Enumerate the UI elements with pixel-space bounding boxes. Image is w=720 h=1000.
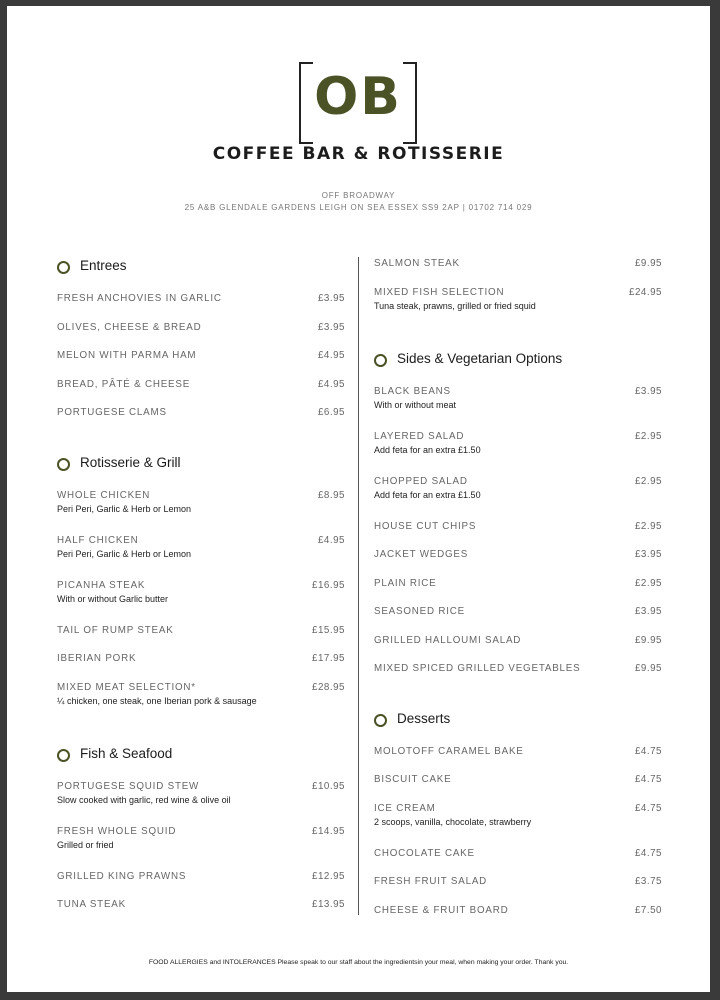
menu-item-name: MIXED FISH SELECTION [374,286,505,298]
menu-item-name: MOLOTOFF CARAMEL BAKE [374,745,524,757]
menu-item [57,407,345,436]
menu-item-price: £3.95 [634,385,662,397]
menu-item-price: £24.95 [629,286,662,298]
menu-item [57,379,345,408]
menu-item [374,578,662,607]
menu-item-description: 2 scoops, vanilla, chocolate, strawberry [374,816,532,827]
menu-item-price: £3.95 [317,321,345,333]
menu-item-name: SEASONED RICE [374,606,465,617]
circle-bullet-icon [57,749,70,762]
logo-mark: OB [314,67,402,127]
menu-item [57,322,345,351]
menu-item-price: £2.95 [634,430,662,442]
menu-item-price: £2.95 [634,475,662,487]
menu-item [374,905,662,934]
menu-item-name: BLACK BEANS [374,385,451,397]
menu-item-name: CHOCOLATE CAKE [374,847,475,859]
menu-item [374,549,662,578]
menu-item-description: ¼ chicken, one steak, one Iberian pork & sausage [57,695,257,706]
menu-item [57,580,345,625]
section-spacer [57,436,345,455]
menu-item [374,803,662,848]
section-heading [374,711,662,735]
menu-item-name: MELON WITH PARMA HAM [57,350,197,361]
section-spacer [57,727,345,746]
menu-item-name: MIXED SPICED GRILLED VEGETABLES [374,663,581,674]
section-heading [374,351,662,375]
menu-item-price: £12.95 [312,870,345,882]
menu-item [374,663,662,692]
section-heading [57,258,345,282]
section-title: Entrees [80,258,127,273]
menu-item [57,899,345,928]
menu-item-name: SALMON STEAK [374,258,460,269]
menu-item-name: FRESH WHOLE SQUID [57,825,177,837]
menu-item-name: HALF CHICKEN [57,534,139,546]
menu-page [7,6,710,992]
menu-item-price: £9.95 [634,663,662,674]
menu-item-name: LAYERED SALAD [374,430,465,442]
menu-item [57,781,345,826]
menu-item-price: £9.95 [634,634,662,646]
section-heading [57,455,345,479]
menu-item [57,826,345,871]
menu-item [374,431,662,476]
menu-item-price: £28.95 [312,681,345,693]
menu-item-description: Add feta for an extra £1.50 [374,444,481,455]
menu-item-price: £4.95 [317,350,345,361]
menu-item-name: MIXED MEAT SELECTION* [57,681,196,693]
menu-item-price: £4.95 [317,378,345,390]
menu-item-name: PORTUGESE CLAMS [57,407,167,418]
menu-item-price: £8.95 [317,489,345,501]
menu-item-price: £4.75 [634,774,662,785]
menu-item-price: £16.95 [312,579,345,591]
section-heading [57,746,345,770]
menu-item-name: GRILLED KING PRAWNS [57,870,187,882]
menu-item-description: Grilled or fried [57,839,114,850]
circle-bullet-icon [57,458,70,471]
menu-item [374,848,662,877]
menu-item [374,386,662,431]
section-spacer [374,332,662,351]
menu-item-name: CHEESE & FRUIT BOARD [374,904,509,916]
menu-item-price: £2.95 [634,520,662,532]
menu-item [57,682,345,727]
menu-item-name: IBERIAN PORK [57,653,137,664]
circle-bullet-icon [57,261,70,274]
menu-item-name: CHOPPED SALAD [374,475,468,487]
circle-bullet-icon [374,354,387,367]
menu-item-name: FRESH FRUIT SALAD [374,876,488,887]
section-spacer [374,692,662,711]
menu-item-name: TAIL OF RUMP STEAK [57,624,174,636]
menu-item-name: HOUSE CUT CHIPS [374,520,477,532]
menu-item-description: Peri Peri, Garlic & Herb or Lemon [57,503,192,514]
column-divider [358,257,359,915]
brand-name: COFFEE BAR & ROTISSERIE [212,144,505,164]
menu-item-price: £4.95 [317,534,345,546]
menu-item-price: £4.75 [634,847,662,859]
menu-item-price: £10.95 [312,780,345,792]
menu-item-name: PORTUGESE SQUID STEW [57,780,200,792]
menu-item-price: £3.95 [634,549,662,560]
menu-item [374,635,662,664]
menu-column-right [374,258,662,933]
menu-item-name: BISCUIT CAKE [374,774,452,785]
menu-item-name: PLAIN RICE [374,577,437,589]
menu-item-price: £2.95 [634,577,662,589]
menu-item [374,876,662,905]
section-title: Sides & Vegetarian Options [397,350,563,366]
menu-item [57,653,345,682]
menu-item-name: GRILLED HALLOUMI SALAD [374,634,522,646]
menu-item [57,293,345,322]
menu-item [374,476,662,521]
menu-item-description: Slow cooked with garlic, red wine & olive oil [57,794,231,805]
menu-item-name: JACKET WEDGES [374,549,469,560]
section-title: Fish & Seafood [80,745,173,761]
menu-item [57,871,345,900]
menu-item-name: OLIVES, CHEESE & BREAD [57,321,202,333]
menu-item [374,746,662,775]
menu-item-description: Tuna steak, prawns, grilled or fried squid [374,300,536,311]
menu-item [57,625,345,654]
menu-item-price: £9.95 [634,258,662,269]
menu-item-description: With or without meat [374,399,457,410]
menu-item-price: £7.50 [634,904,662,916]
section-title: Rotisserie & Grill [80,454,181,470]
menu-item [374,521,662,550]
menu-item-price: £4.75 [634,745,662,757]
menu-item-price: £3.95 [634,606,662,617]
section-title: Desserts [397,710,451,726]
menu-item-price: £15.95 [312,624,345,636]
menu-item [374,774,662,803]
menu-item [57,535,345,580]
menu-item-name: ICE CREAM [374,802,436,814]
menu-item-description: Add feta for an extra £1.50 [374,489,481,500]
menu-item-price: £3.75 [634,876,662,887]
logo [299,62,417,146]
menu-item-price: £17.95 [312,653,345,664]
menu-item-name: TUNA STEAK [57,899,126,910]
menu-item-name: BREAD, PÂTÉ & CHEESE [57,378,191,390]
menu-item [374,287,662,332]
menu-item-name: PICANHA STEAK [57,579,146,591]
menu-item-price: £3.95 [317,293,345,304]
menu-item-price: £6.95 [317,407,345,418]
address-line-1: OFF BROADWAY [321,191,396,200]
menu-item-name: FRESH ANCHOVIES IN GARLIC [57,293,222,304]
menu-column-left [57,258,345,928]
allergy-note: FOOD ALLERGIES and INTOLERANCES Please speak to our staff about the ingredientsin your meal, when making your order. Thank you. [148,959,569,966]
menu-item [374,258,662,287]
menu-item [57,490,345,535]
menu-item [374,606,662,635]
menu-item-name: WHOLE CHICKEN [57,489,151,501]
menu-item-price: £14.95 [312,825,345,837]
address-line-2: 25 A&B GLENDALE GARDENS LEIGH ON SEA ESSEX SS9 2AP | 01702 714 029 [184,203,533,212]
menu-item-description: With or without Garlic butter [57,593,169,604]
circle-bullet-icon [374,714,387,727]
menu-item-price: £4.75 [634,802,662,814]
menu-item-description: Peri Peri, Garlic & Herb or Lemon [57,548,192,559]
menu-item [57,350,345,379]
menu-item-price: £13.95 [312,899,345,910]
